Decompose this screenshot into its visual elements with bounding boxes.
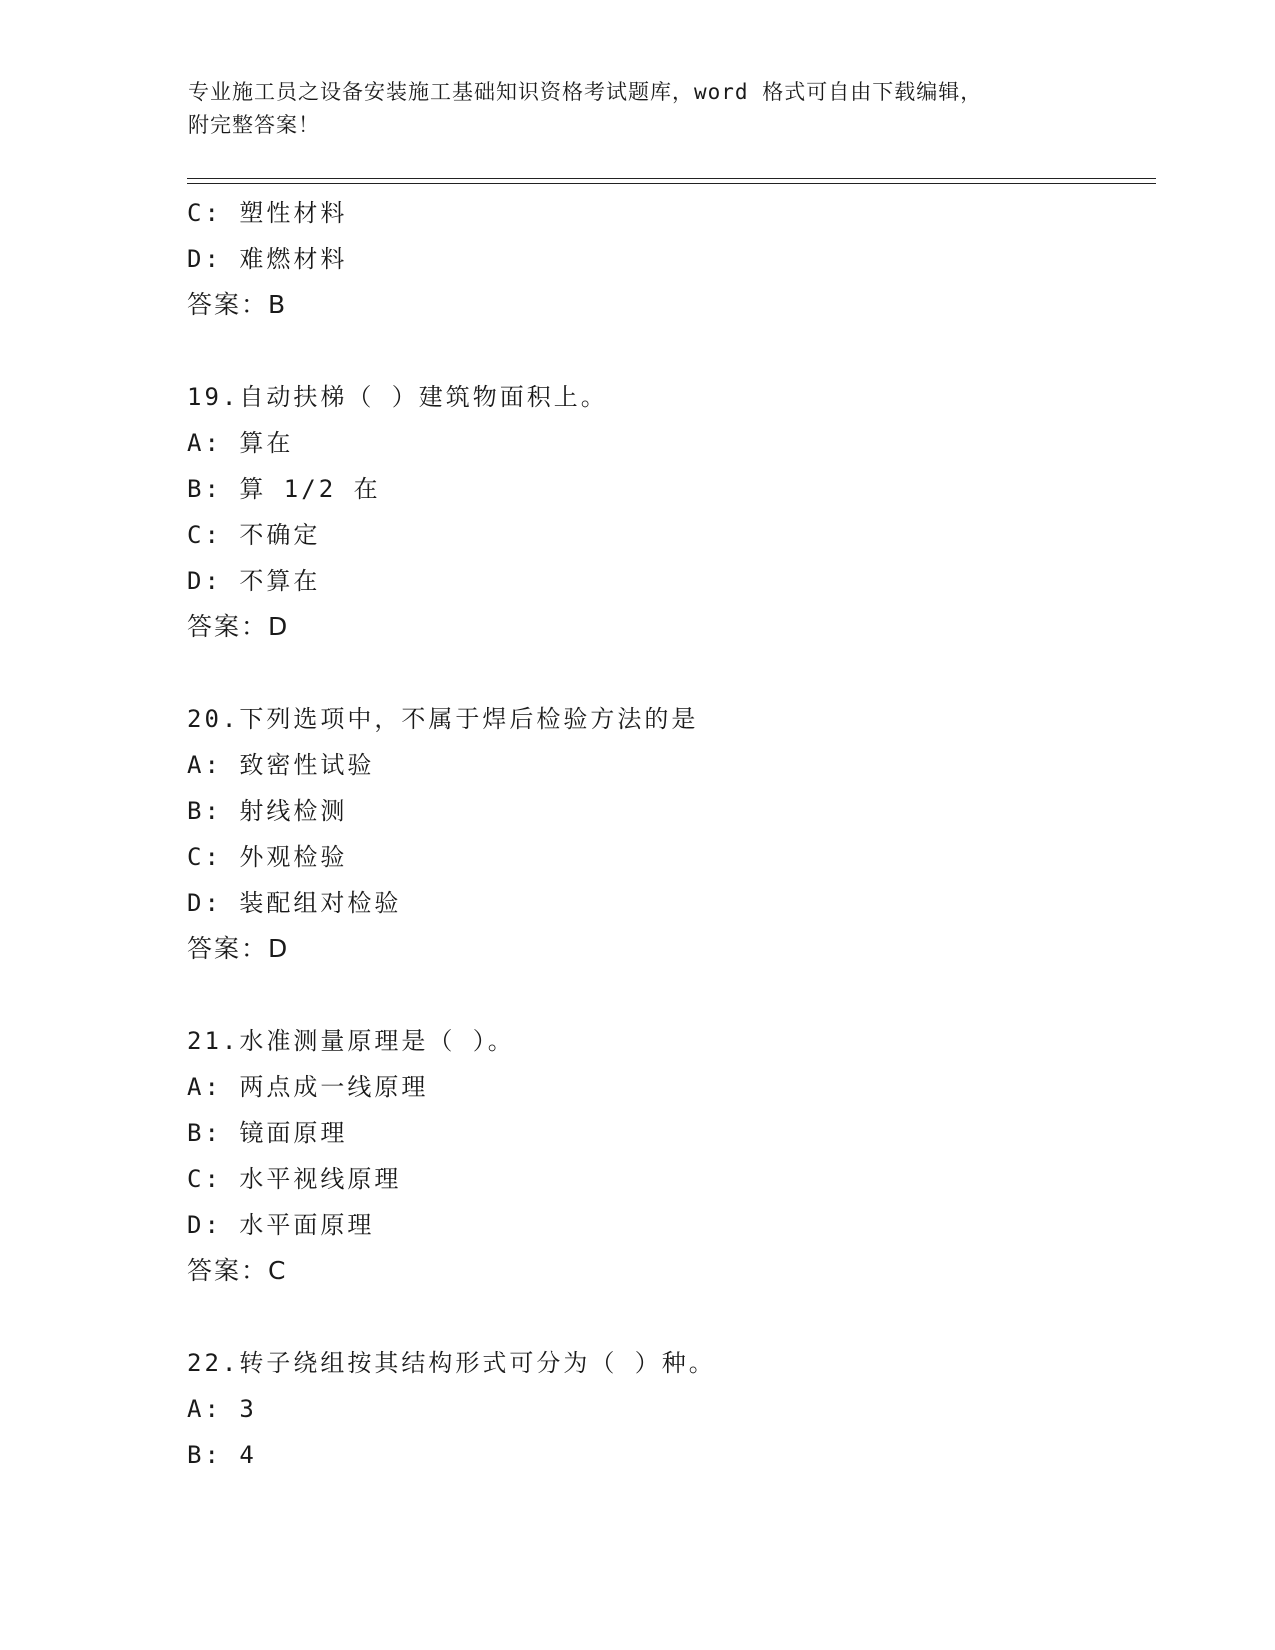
option-b: B: 算 1/2 在 <box>187 475 381 503</box>
option-a: A: 致密性试验 <box>187 751 375 779</box>
header-line-2: 附完整答案！ <box>188 113 320 137</box>
option-a: A: 算在 <box>187 429 294 457</box>
answer-line: 答案：D <box>187 612 290 641</box>
option-c: C: 水平视线原理 <box>187 1165 402 1193</box>
option-b: B: 4 <box>187 1441 257 1469</box>
question-19 <box>187 374 1147 650</box>
document-header <box>188 76 1088 142</box>
answer-line: 答案：B <box>187 290 288 319</box>
option-a: A: 两点成一线原理 <box>187 1073 429 1101</box>
option-b: B: 镜面原理 <box>187 1119 348 1147</box>
question-20 <box>187 696 1147 972</box>
partial-question <box>187 190 1147 328</box>
option-c: C: 不确定 <box>187 521 321 549</box>
question-stem: 22.转子绕组按其结构形式可分为（ ）种。 <box>187 1349 716 1377</box>
option-b: B: 射线检测 <box>187 797 348 825</box>
option-d: D: 难燃材料 <box>187 245 348 273</box>
question-stem: 19.自动扶梯（ ）建筑物面积上。 <box>187 383 608 411</box>
option-a: A: 3 <box>187 1395 257 1423</box>
option-c: C: 塑性材料 <box>187 199 348 227</box>
question-stem: 21.水准测量原理是（ ）。 <box>187 1027 515 1055</box>
option-d: D: 水平面原理 <box>187 1211 375 1239</box>
answer-line: 答案：C <box>187 1256 288 1285</box>
question-list <box>187 190 1147 1478</box>
header-divider-bottom <box>187 183 1156 184</box>
question-stem: 20.下列选项中，不属于焊后检验方法的是 <box>187 705 699 733</box>
option-d: D: 装配组对检验 <box>187 889 402 917</box>
question-21 <box>187 1018 1147 1294</box>
option-c: C: 外观检验 <box>187 843 348 871</box>
option-d: D: 不算在 <box>187 567 321 595</box>
answer-line: 答案：D <box>187 934 290 963</box>
header-line-1: 专业施工员之设备安装施工基础知识资格考试题库，word 格式可自由下载编辑， <box>188 80 983 104</box>
question-22 <box>187 1340 1147 1478</box>
header-divider-top <box>187 178 1156 179</box>
